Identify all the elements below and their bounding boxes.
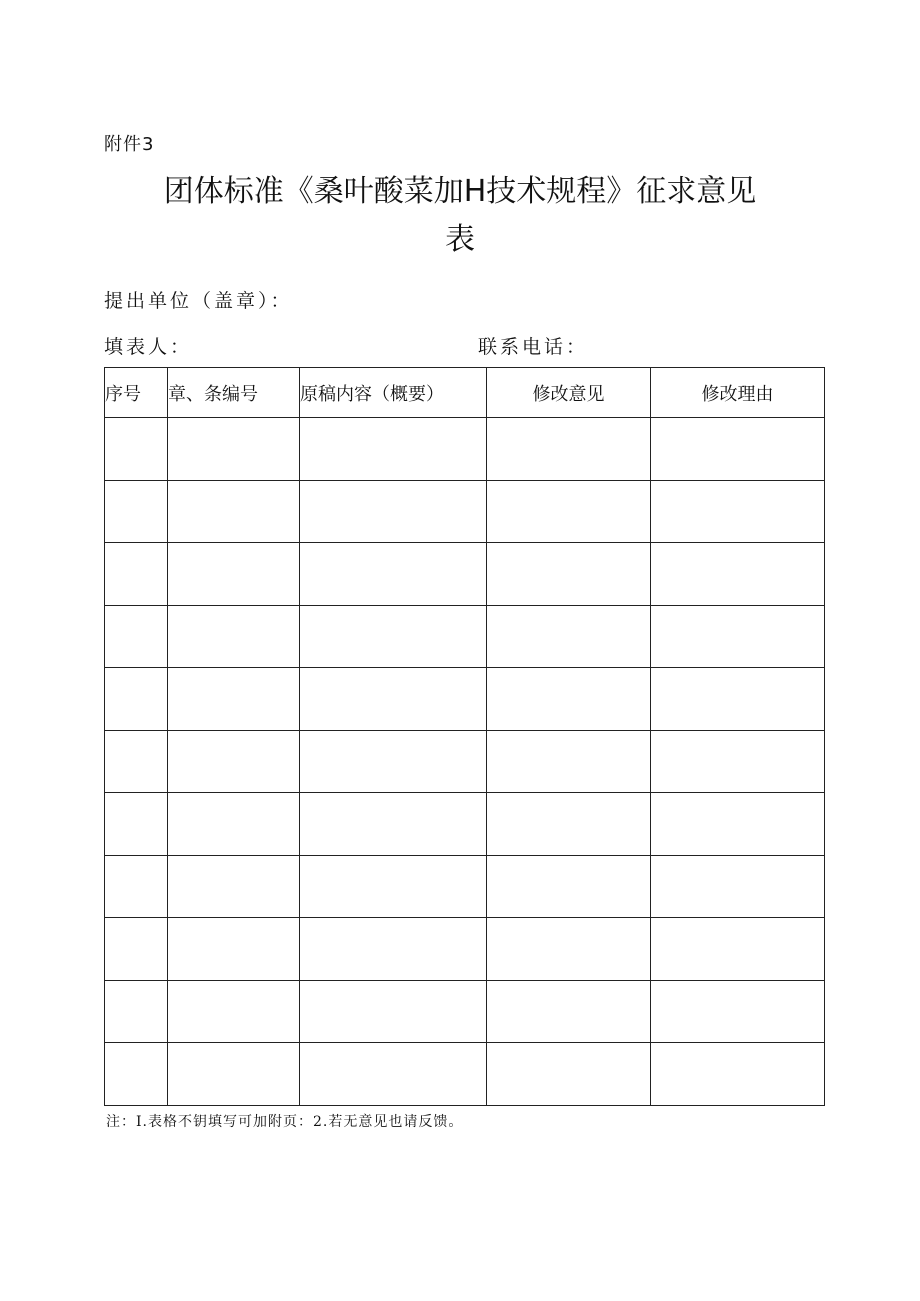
- table-row: [105, 855, 825, 918]
- serial-cell[interactable]: [105, 668, 168, 731]
- header-revision-opinion: 修改意见: [487, 368, 651, 418]
- revision-reason-cell[interactable]: [651, 730, 825, 793]
- original-content-cell[interactable]: [300, 668, 487, 731]
- serial-cell[interactable]: [105, 730, 168, 793]
- revision-opinion-cell[interactable]: [487, 418, 651, 481]
- serial-cell[interactable]: [105, 605, 168, 668]
- revision-reason-cell[interactable]: [651, 480, 825, 543]
- serial-cell[interactable]: [105, 418, 168, 481]
- clause-cell[interactable]: [168, 730, 300, 793]
- table-row: [105, 668, 825, 731]
- revision-reason-cell[interactable]: [651, 605, 825, 668]
- revision-reason-cell[interactable]: [651, 543, 825, 606]
- table-row: [105, 543, 825, 606]
- table-row: [105, 605, 825, 668]
- document-title-line2: 表: [445, 222, 475, 257]
- revision-opinion-cell[interactable]: [487, 543, 651, 606]
- clause-cell[interactable]: [168, 668, 300, 731]
- revision-opinion-cell[interactable]: [487, 793, 651, 856]
- clause-cell[interactable]: [168, 480, 300, 543]
- revision-opinion-cell[interactable]: [487, 668, 651, 731]
- revision-opinion-cell[interactable]: [487, 855, 651, 918]
- revision-reason-cell[interactable]: [651, 980, 825, 1043]
- revision-reason-cell[interactable]: [651, 918, 825, 981]
- serial-cell[interactable]: [105, 480, 168, 543]
- document-title-line1: 团体标准《桑叶酸菜加H技术规程》征求意见: [163, 174, 757, 209]
- original-content-cell[interactable]: [300, 730, 487, 793]
- attachment-label: 附件3: [104, 134, 155, 155]
- revision-reason-cell[interactable]: [651, 793, 825, 856]
- original-content-cell[interactable]: [300, 980, 487, 1043]
- revision-opinion-cell[interactable]: [487, 730, 651, 793]
- clause-cell[interactable]: [168, 918, 300, 981]
- header-original-content: 原稿内容（概要）: [300, 368, 487, 418]
- table-row: [105, 793, 825, 856]
- clause-cell[interactable]: [168, 980, 300, 1043]
- serial-cell[interactable]: [105, 543, 168, 606]
- revision-reason-cell[interactable]: [651, 1043, 825, 1106]
- serial-cell[interactable]: [105, 918, 168, 981]
- footnote: 注：I.表格不钥填写可加附页：2.若无意见也请反馈。: [106, 1114, 464, 1130]
- table-body: [105, 418, 825, 1106]
- revision-opinion-cell[interactable]: [487, 980, 651, 1043]
- revision-reason-cell[interactable]: [651, 418, 825, 481]
- original-content-cell[interactable]: [300, 543, 487, 606]
- table-header-row: [105, 368, 825, 418]
- submitting-unit-label: 提出单位（盖章）：: [104, 290, 293, 312]
- serial-cell[interactable]: [105, 855, 168, 918]
- table-row: [105, 918, 825, 981]
- contact-phone-label: 联系电话：: [478, 336, 589, 358]
- revision-opinion-cell[interactable]: [487, 480, 651, 543]
- serial-cell[interactable]: [105, 793, 168, 856]
- header-serial-number: 序号: [105, 368, 168, 418]
- original-content-cell[interactable]: [300, 793, 487, 856]
- serial-cell[interactable]: [105, 980, 168, 1043]
- original-content-cell[interactable]: [300, 918, 487, 981]
- original-content-cell[interactable]: [300, 480, 487, 543]
- filler-name-label: 填表人：: [104, 336, 193, 358]
- clause-cell[interactable]: [168, 605, 300, 668]
- table-row: [105, 980, 825, 1043]
- revision-reason-cell[interactable]: [651, 855, 825, 918]
- original-content-cell[interactable]: [300, 855, 487, 918]
- revision-reason-cell[interactable]: [651, 668, 825, 731]
- table-row: [105, 1043, 825, 1106]
- header-revision-reason: 修改理由: [651, 368, 825, 418]
- feedback-table: [104, 367, 825, 1106]
- serial-cell[interactable]: [105, 1043, 168, 1106]
- revision-opinion-cell[interactable]: [487, 1043, 651, 1106]
- clause-cell[interactable]: [168, 793, 300, 856]
- original-content-cell[interactable]: [300, 605, 487, 668]
- table-row: [105, 480, 825, 543]
- clause-cell[interactable]: [168, 855, 300, 918]
- clause-cell[interactable]: [168, 543, 300, 606]
- original-content-cell[interactable]: [300, 418, 487, 481]
- revision-opinion-cell[interactable]: [487, 918, 651, 981]
- revision-opinion-cell[interactable]: [487, 605, 651, 668]
- header-clause-number: 章、条编号: [168, 368, 300, 418]
- original-content-cell[interactable]: [300, 1043, 487, 1106]
- clause-cell[interactable]: [168, 1043, 300, 1106]
- clause-cell[interactable]: [168, 418, 300, 481]
- table-row: [105, 418, 825, 481]
- table-row: [105, 730, 825, 793]
